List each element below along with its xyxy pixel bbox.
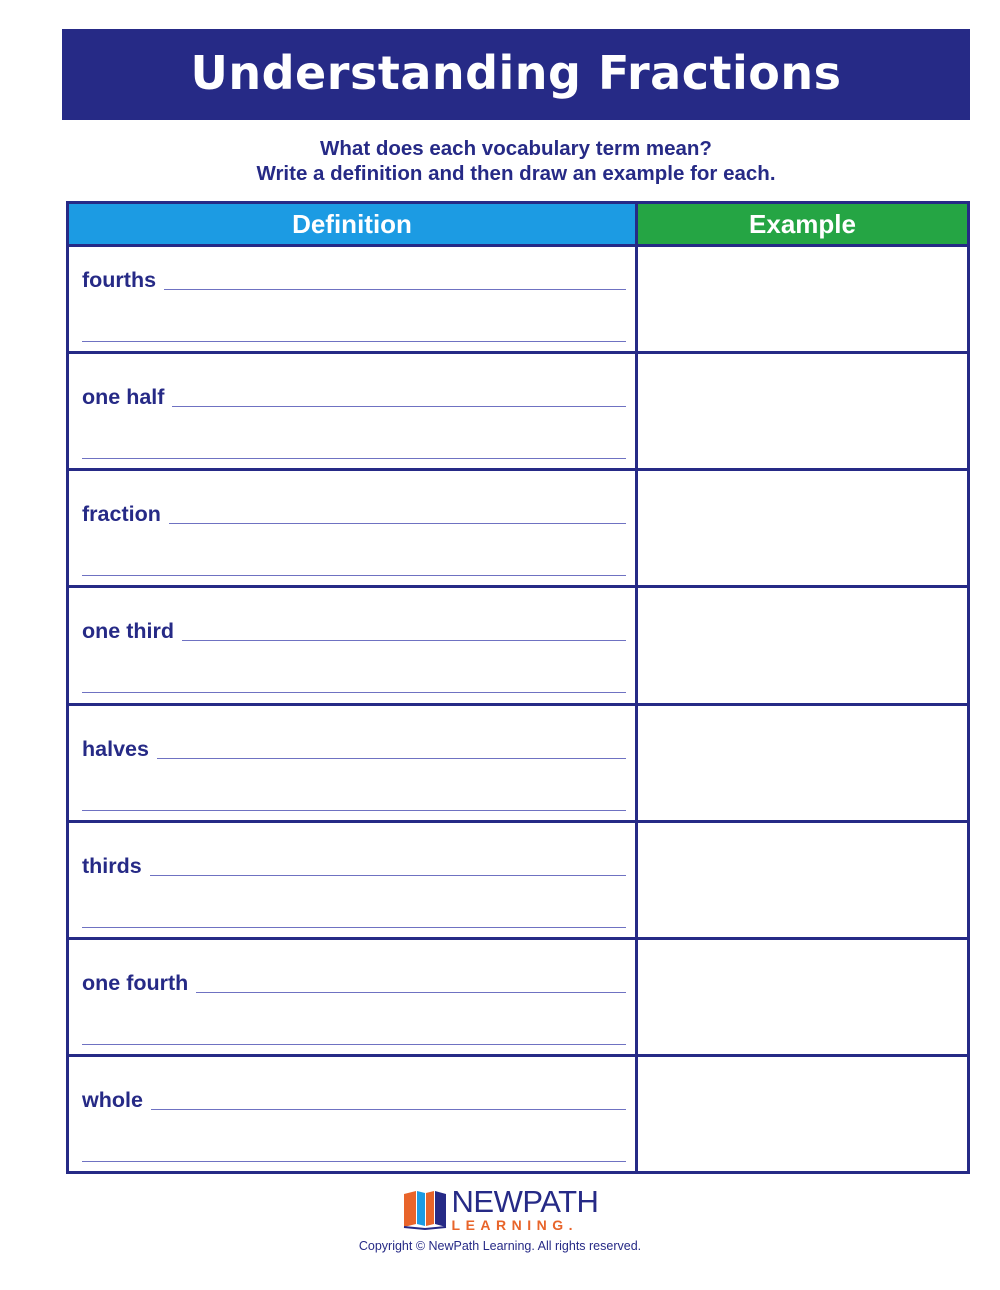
term-line (82, 384, 626, 410)
book-icon (402, 1188, 448, 1230)
term-label: halves (82, 737, 149, 761)
instructions-line-1: What does each vocabulary term mean? (320, 137, 712, 160)
definition-blank-line[interactable] (82, 927, 626, 928)
instructions-line-2: Write a definition and then draw an example for each. (256, 162, 776, 185)
definition-blank-line[interactable] (82, 692, 626, 693)
definition-cell (69, 706, 638, 820)
table-header-row (69, 204, 967, 247)
definition-blank-line[interactable] (82, 341, 626, 342)
term-label: fourths (82, 268, 157, 292)
logo-name: NEWPATH (451, 1184, 599, 1219)
term-line (82, 736, 626, 762)
definition-blank-line[interactable] (182, 640, 626, 641)
term-label: thirds (82, 854, 142, 878)
definition-cell (69, 247, 638, 351)
table-row (69, 706, 967, 823)
table-row (69, 1057, 967, 1171)
table-row (69, 940, 967, 1057)
term-label: one third (82, 619, 174, 643)
example-cell[interactable] (638, 1057, 967, 1171)
term-label: one half (82, 385, 165, 409)
term-line (82, 853, 626, 879)
example-cell[interactable] (638, 247, 967, 351)
example-cell[interactable] (638, 471, 967, 585)
copyright-text: Copyright © NewPath Learning. All rights reserved. (358, 1239, 642, 1253)
definition-blank-line[interactable] (82, 810, 626, 811)
definition-cell (69, 354, 638, 468)
example-cell[interactable] (638, 588, 967, 703)
definition-blank-line[interactable] (82, 575, 626, 576)
definition-blank-line[interactable] (196, 992, 626, 993)
term-label: whole (82, 1088, 143, 1112)
term-label: fraction (82, 502, 161, 526)
table-row (69, 247, 967, 354)
definition-cell (69, 1057, 638, 1171)
instructions (62, 136, 970, 186)
definition-blank-line[interactable] (82, 1161, 626, 1162)
page-title: Understanding Fractions (190, 45, 842, 100)
example-cell[interactable] (638, 823, 967, 937)
definition-blank-line[interactable] (172, 406, 626, 407)
definition-cell (69, 823, 638, 937)
table-row (69, 588, 967, 706)
definition-blank-line[interactable] (82, 458, 626, 459)
definition-blank-line[interactable] (82, 1044, 626, 1045)
title-banner (62, 29, 970, 120)
table-row (69, 354, 967, 471)
definition-header: Definition (69, 204, 638, 244)
definition-cell (69, 940, 638, 1054)
footer (0, 1186, 1000, 1253)
table-row (69, 471, 967, 588)
definition-blank-line[interactable] (157, 758, 626, 759)
term-line (82, 1087, 626, 1113)
definition-cell (69, 588, 638, 703)
term-line (82, 618, 626, 644)
term-line (82, 267, 626, 293)
logo-sub: LEARNING. (451, 1217, 579, 1233)
term-line (82, 970, 626, 996)
example-cell[interactable] (638, 940, 967, 1054)
example-cell[interactable] (638, 706, 967, 820)
definition-blank-line[interactable] (169, 523, 626, 524)
term-label: one fourth (82, 971, 189, 995)
definition-blank-line[interactable] (151, 1109, 626, 1110)
definition-blank-line[interactable] (164, 289, 626, 290)
definition-blank-line[interactable] (150, 875, 626, 876)
logo-wordmark (452, 1186, 599, 1232)
newpath-logo (402, 1186, 599, 1232)
term-line (82, 501, 626, 527)
vocabulary-table (66, 201, 970, 1174)
example-cell[interactable] (638, 354, 967, 468)
example-header: Example (638, 204, 967, 244)
definition-cell (69, 471, 638, 585)
table-row (69, 823, 967, 940)
